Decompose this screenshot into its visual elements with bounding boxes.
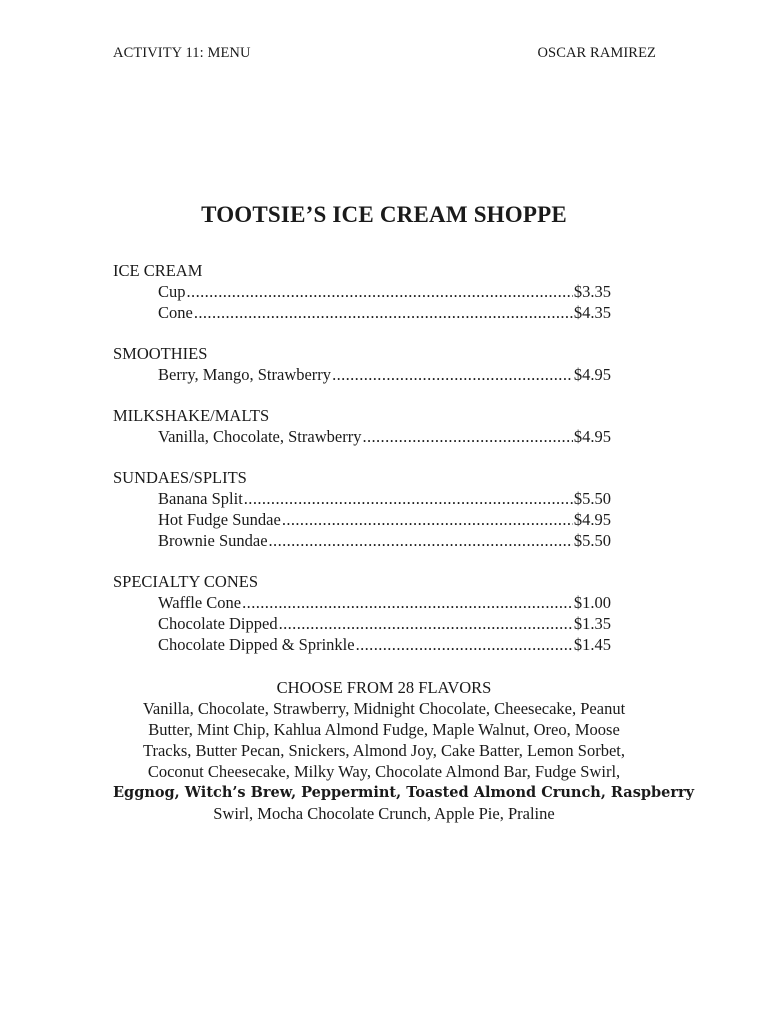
section-title: SUNDAES/SPLITS	[113, 468, 247, 487]
item-name: Berry, Mango, Strawberry	[158, 365, 332, 384]
item-price: $4.95	[573, 510, 611, 529]
dot-leader	[269, 530, 573, 551]
item-price: $4.95	[573, 427, 611, 446]
item-price: $4.35	[573, 303, 611, 322]
flavors-line: Tracks, Butter Pecan, Snickers, Almond Joy, Cake Batter, Lemon Sorbet,	[142, 741, 626, 760]
dot-leader	[279, 613, 573, 634]
item-price: $1.45	[573, 635, 611, 654]
item-name: Waffle Cone	[158, 593, 242, 612]
menu-item	[158, 281, 611, 302]
menu-list	[113, 260, 611, 675]
item-name: Banana Split	[158, 489, 243, 508]
dot-leader	[332, 364, 573, 385]
menu-section-specialty-cones	[113, 571, 611, 655]
menu-section-sundaes	[113, 467, 611, 551]
item-price: $5.50	[573, 489, 611, 508]
flavors-line: Swirl, Mocha Chocolate Crunch, Apple Pie, Praline	[213, 804, 555, 823]
item-name: Chocolate Dipped & Sprinkle	[158, 635, 355, 654]
menu-section-milkshakes	[113, 405, 611, 447]
section-title: SMOOTHIES	[113, 344, 208, 363]
item-price: $4.95	[573, 365, 611, 384]
page-title: TOOTSIE’S ICE CREAM SHOPPE	[201, 202, 567, 227]
item-name: Brownie Sundae	[158, 531, 268, 550]
menu-item	[158, 634, 611, 655]
header-author: OSCAR RAMIREZ	[537, 45, 656, 61]
flavors-line: Coconut Cheesecake, Milky Way, Chocolate Almond Bar, Fudge Swirl,	[147, 762, 621, 781]
flavors-heading: CHOOSE FROM 28 FLAVORS	[276, 678, 492, 697]
flavors-line: Butter, Mint Chip, Kahlua Almond Fudge, Maple Walnut, Oreo, Moose	[148, 720, 620, 739]
item-name: Cup	[158, 282, 186, 301]
item-price: $5.50	[573, 531, 611, 550]
dot-leader	[194, 302, 573, 323]
dot-leader	[362, 426, 572, 447]
flavors-line: Eggnog, Witch’s Brew, Peppermint, Toasted Almond Crunch, Raspberry	[113, 784, 695, 801]
dot-leader	[356, 634, 573, 655]
section-title: SPECIALTY CONES	[113, 572, 259, 591]
menu-item	[158, 530, 611, 551]
menu-section-smoothies	[113, 343, 611, 385]
section-title: MILKSHAKE/MALTS	[113, 406, 270, 425]
menu-item	[158, 592, 611, 613]
dot-leader	[244, 488, 573, 509]
flavors-block	[113, 677, 695, 824]
menu-item	[158, 488, 611, 509]
item-price: $1.00	[573, 593, 611, 612]
item-name: Vanilla, Chocolate, Strawberry	[158, 427, 362, 446]
item-price: $3.35	[573, 282, 611, 301]
flavors-line: Vanilla, Chocolate, Strawberry, Midnight Chocolate, Cheesecake, Peanut	[142, 699, 626, 718]
menu-item	[158, 509, 611, 530]
menu-item	[158, 613, 611, 634]
header-activity: ACTIVITY 11: MENU	[113, 45, 251, 61]
dot-leader	[282, 509, 573, 530]
section-title: ICE CREAM	[113, 261, 203, 280]
item-name: Cone	[158, 303, 193, 322]
menu-section-ice-cream	[113, 260, 611, 323]
item-name: Hot Fudge Sundae	[158, 510, 281, 529]
dot-leader	[242, 592, 573, 613]
item-price: $1.35	[573, 614, 611, 633]
menu-item	[158, 364, 611, 385]
dot-leader	[187, 281, 573, 302]
menu-item	[158, 302, 611, 323]
menu-item	[158, 426, 611, 447]
item-name: Chocolate Dipped	[158, 614, 278, 633]
